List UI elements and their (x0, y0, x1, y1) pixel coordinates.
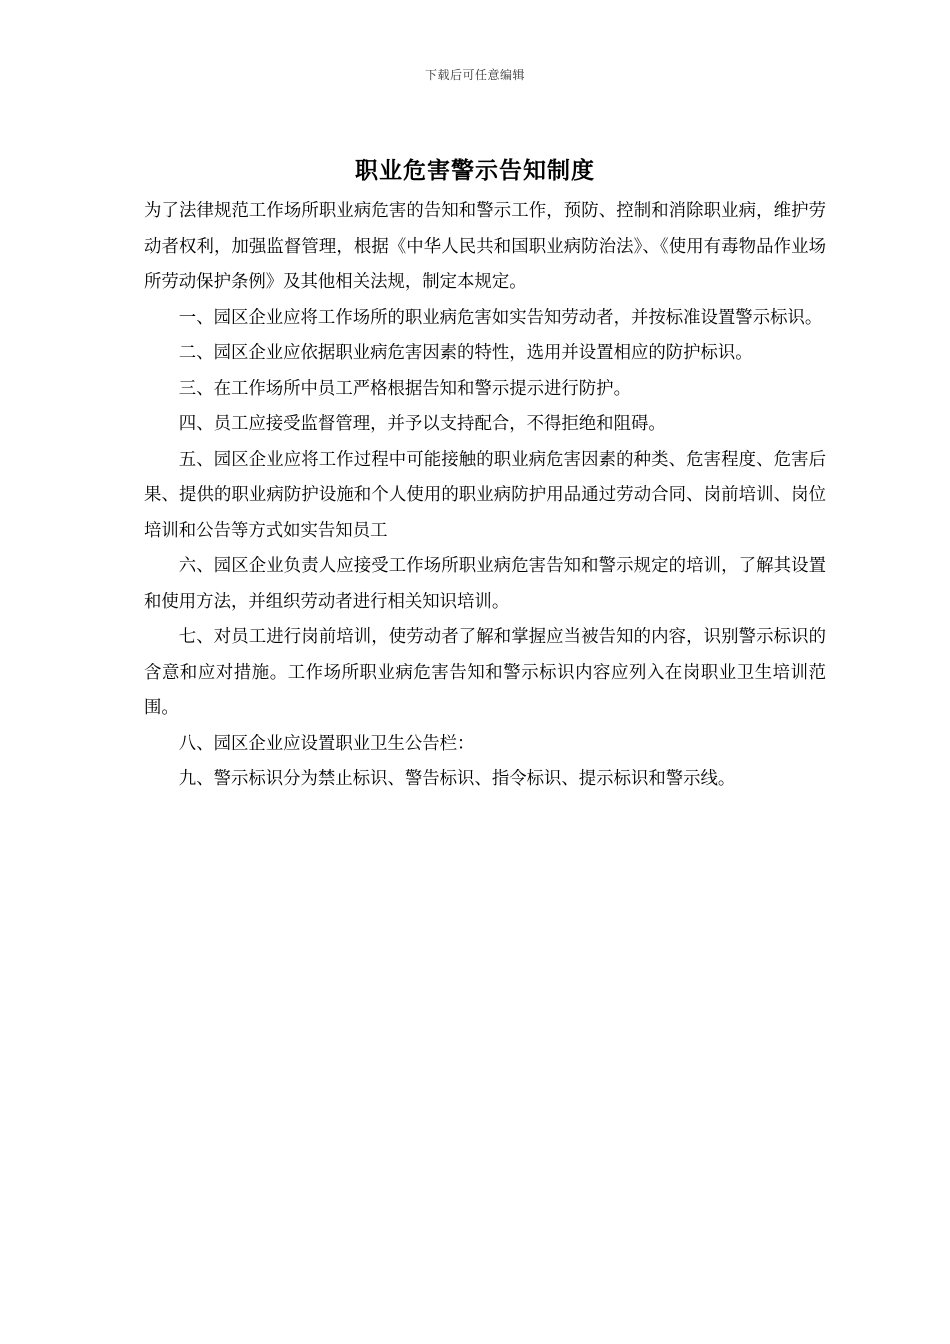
clause-8: 八、园区企业应设置职业卫生公告栏： (178, 733, 475, 754)
clause-7: 七、对员工进行岗前培训，使劳动者了解和掌握应当被告知的内容，识别警示标识的含意和应对措施。工作场所职业病危害告知和警示标识内容应列入在岗职业卫生培训范围。 (144, 627, 826, 718)
document-body (144, 194, 826, 798)
page-header-note: 下载后可任意编辑 (424, 68, 525, 82)
intro-paragraph: 为了法律规范工作场所职业病危害的告知和警示工作，预防、控制和消除职业病，维护劳动者权利，加强监督管理，根据《中华人民共和国职业病防治法》、《使用有毒物品作业场所劳动保护条例》及其他相关法规，制定本规定。 (144, 201, 826, 292)
clause-9: 九、警示标识分为禁止标识、警告标识、指令标识、提示标识和警示线。 (178, 769, 736, 789)
clause-2: 二、园区企业应依据职业病危害因素的特性，选用并设置相应的防护标识。 (178, 343, 753, 363)
clause-5: 五、园区企业应将工作过程中可能接触的职业病危害因素的种类、危害程度、危害后果、提供的职业病防护设施和个人使用的职业病防护用品通过劳动合同、岗前培训、岗位培训和公告等方式如实告知员工 (144, 449, 826, 541)
clause-1: 一、园区企业应将工作场所的职业病危害如实告知劳动者，并按标准设置警示标识。 (178, 307, 823, 328)
clause-6: 六、园区企业负责人应接受工作场所职业病危害告知和警示规定的培训，了解其设置和使用方法，并组织劳动者进行相关知识培训。 (144, 556, 826, 612)
clause-4: 四、员工应接受监督管理，并予以支持配合，不得拒绝和阻碍。 (178, 414, 666, 434)
clause-3: 三、在工作场所中员工严格根据告知和警示提示进行防护。 (178, 378, 631, 399)
document-title: 职业危害警示告知制度 (355, 158, 595, 184)
